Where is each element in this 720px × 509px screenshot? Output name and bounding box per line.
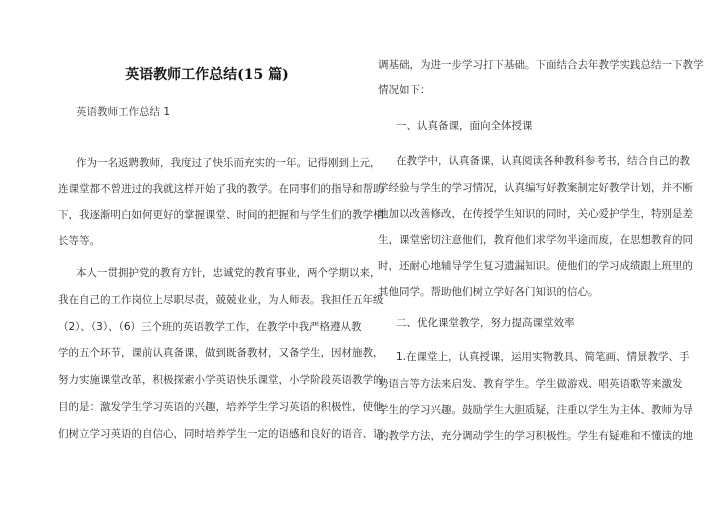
paragraph-line: 其他同学。帮助他们树立学好各门知识的信心。 — [378, 286, 599, 298]
paragraph-line: 目的是：激发学生学习英语的兴趣，培养学生学习英语的积极性，使他 — [58, 401, 384, 413]
section-heading: 二、优化课堂教学，努力提高课堂效率 — [396, 317, 575, 329]
paragraph-line: 下，我逐渐明白如何更好的掌握课堂、时间的把握和与学生们的教学相 — [58, 209, 384, 221]
paragraph-line: （2）、（3）、（6）三个班的英语教学工作，在教学中我严格遵从教 — [58, 321, 362, 333]
paragraph-line: 时，还耐心地辅导学生复习遗漏知识。使他们的学习成绩跟上班里的 — [378, 260, 693, 272]
paragraph-line: 们树立学习英语的自信心，同时培养学生一定的语感和良好的语音、语 — [58, 428, 384, 440]
paragraph-line: 生，课堂密切注意他们，教育他们求学勿半途而废，在思想教育的同 — [378, 234, 693, 246]
paragraph-line: 势语言等方法来启发、教育学生。学生做游戏、唱英语歌等来激发 — [378, 378, 683, 390]
paragraph-line: 调基础，为进一步学习打下基础。下面结合去年教学实践总结一下教学 — [378, 59, 704, 71]
section-subtitle: 英语教师工作总结 1 — [76, 106, 171, 118]
paragraph-line: 学生的学习兴趣。鼓励学生大胆质疑，注重以学生为主体、教师为导 — [378, 404, 693, 416]
section-heading: 一、认真备课，面向全体授课 — [396, 120, 533, 132]
paragraph-line: 我在自己的工作岗位上尽职尽责，兢兢业业，为人师表。我担任五年级 — [58, 294, 384, 306]
document-title: 英语教师工作总结(15 篇) — [125, 67, 289, 83]
paragraph-line: 的教学方法，充分调动学生的学习积极性。学生有疑难和不懂读的地 — [378, 430, 693, 442]
paragraph-line: 情况如下： — [378, 84, 431, 96]
paragraph-line: 1.在课堂上，认真授课，运用实物教具、简笔画、情景教学、手 — [396, 351, 690, 363]
paragraph-line: 长等等。 — [58, 235, 100, 247]
paragraph-line: 学的五个环节，课前认真备课，做到既备教材，又备学生，因材施教， — [58, 347, 384, 359]
paragraph-line: 连课堂都不曾进过的我就这样开始了我的教学。在同事们的指导和帮助 — [58, 183, 384, 195]
paragraph-line: 在教学中，认真备课，认真阅读各种教科参考书，结合自己的教 — [396, 155, 690, 167]
paragraph-line: 地加以改善修改，在传授学生知识的同时，关心爱护学生，特别是差 — [378, 208, 693, 220]
paragraph-line: 学经验与学生的学习情况，认真编写好教案制定好教学计划，并不断 — [378, 182, 693, 194]
paragraph-line: 努力实施课堂改革，积极探索小学英语快乐课堂，小学阶段英语教学的 — [58, 374, 384, 386]
paragraph-line: 作为一名返聘教师，我度过了快乐而充实的一年。记得刚到上元， — [76, 157, 381, 169]
paragraph-line: 本人一贯拥护党的教育方针，忠诚党的教育事业，两个学期以来， — [76, 267, 381, 279]
